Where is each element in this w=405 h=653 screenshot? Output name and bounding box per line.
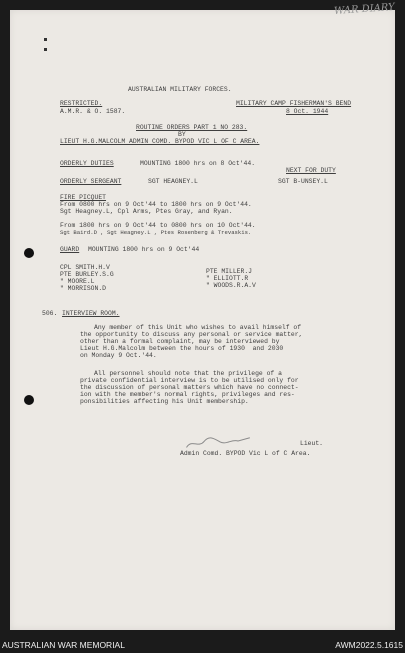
privilege-paragraph-line: ponsibilities affecting his Unit membership. bbox=[80, 398, 249, 405]
staple-mark bbox=[44, 48, 47, 51]
order-date: 8 Oct. 1944 bbox=[286, 108, 329, 115]
fire-picquet-line: Sgt Heagney.L, Cpl Arms, Ptes Gray, and Ryan. bbox=[60, 208, 233, 215]
orders-by: BY bbox=[178, 131, 186, 138]
guard-member: CPL SMITH.H.V bbox=[60, 264, 110, 271]
camp-location: MILITARY CAMP FISHERMAN'S BEND bbox=[236, 100, 352, 107]
fire-picquet-heading: FIRE PICQUET bbox=[60, 194, 107, 201]
orderly-sergeant-label: ORDERLY SERGEANT bbox=[60, 178, 122, 185]
section-number: 506. bbox=[42, 310, 58, 317]
signature-rank: Lieut. bbox=[300, 440, 324, 447]
fire-picquet-line: From 1800 hrs on 9 Oct'44 to 0800 hrs on 10 Oct'44. bbox=[60, 222, 256, 229]
interview-paragraph-line: on Monday 9 Oct.'44. bbox=[80, 352, 157, 359]
footer-accession: AWM2022.5.1615 bbox=[335, 640, 403, 650]
orderly-sergeant-current: SGT HEAGNEY.L bbox=[148, 178, 198, 185]
archive-footer bbox=[0, 639, 405, 653]
section-heading: INTERVIEW ROOM. bbox=[62, 310, 120, 317]
interview-paragraph-line: the opportunity to discuss any personal or service matter, bbox=[80, 331, 303, 338]
orderly-duties-label: ORDERLY DUTIES bbox=[60, 160, 114, 167]
guard-member: " WOODS.R.A.V bbox=[206, 282, 256, 289]
orders-officer: LIEUT H.G.MALCOLM ADMIN COMD. BYPOD VIC L OF C AREA. bbox=[60, 138, 260, 145]
interview-paragraph-line: Lieut H.G.Malcolm between the hours of 1930 and 2030 bbox=[80, 345, 284, 352]
fire-picquet-line: From 0800 hrs on 9 Oct'44 to 1800 hrs on 9 Oct'44. bbox=[60, 201, 252, 208]
force-heading: AUSTRALIAN MILITARY FORCES. bbox=[128, 86, 232, 93]
interview-paragraph-line: Any member of this Unit who wishes to avail himself of bbox=[94, 324, 302, 331]
punch-hole bbox=[24, 248, 34, 258]
privilege-paragraph-line: All personnel should note that the privilege of a bbox=[94, 370, 282, 377]
war-diary-annotation: WAR DIARY bbox=[333, 1, 396, 18]
privilege-paragraph-line: the discussion of personal matters which have no connect- bbox=[80, 384, 299, 391]
privilege-paragraph-line: ion with the member's normal rights, privileges and res- bbox=[80, 391, 295, 398]
guard-member: " MOORE.L bbox=[60, 278, 95, 285]
orderly-duties-mounting: MOUNTING 1800 hrs on 8 Oct'44. bbox=[140, 160, 256, 167]
orderly-sergeant-next: SGT B-UNSEY.L bbox=[278, 178, 328, 185]
guard-heading: GUARD bbox=[60, 246, 80, 253]
privilege-paragraph-line: private confidential interview is to be utilised only for bbox=[80, 377, 299, 384]
signature-title: Admin Comd. BYPOD Vic L of C Area. bbox=[180, 450, 311, 457]
interview-paragraph-line: other than a formal complaint, may be interviewed by bbox=[80, 338, 280, 345]
reference: A.M.R. & O. 1587. bbox=[60, 108, 126, 115]
classification: RESTRICTED. bbox=[60, 100, 103, 107]
guard-member: PTE MILLER.J bbox=[206, 268, 253, 275]
next-for-duty-label: NEXT FOR DUTY bbox=[286, 167, 336, 174]
footer-source: AUSTRALIAN WAR MEMORIAL bbox=[2, 640, 125, 650]
orders-title: ROUTINE ORDERS PART 1 NO 283. bbox=[136, 124, 248, 131]
guard-member: " ELLIOTT.R bbox=[206, 275, 249, 282]
staple-mark bbox=[44, 38, 47, 41]
guard-member: " MORRISON.D bbox=[60, 285, 107, 292]
fire-picquet-line: Sgt Baird.D , Sgt Heagney.L , Ptes Rosenberg & Trevaskis. bbox=[60, 229, 252, 236]
guard-member: PTE BURLEY.S.G bbox=[60, 271, 114, 278]
punch-hole bbox=[24, 395, 34, 405]
guard-mounting: MOUNTING 1800 hrs on 9 Oct'44 bbox=[88, 246, 200, 253]
